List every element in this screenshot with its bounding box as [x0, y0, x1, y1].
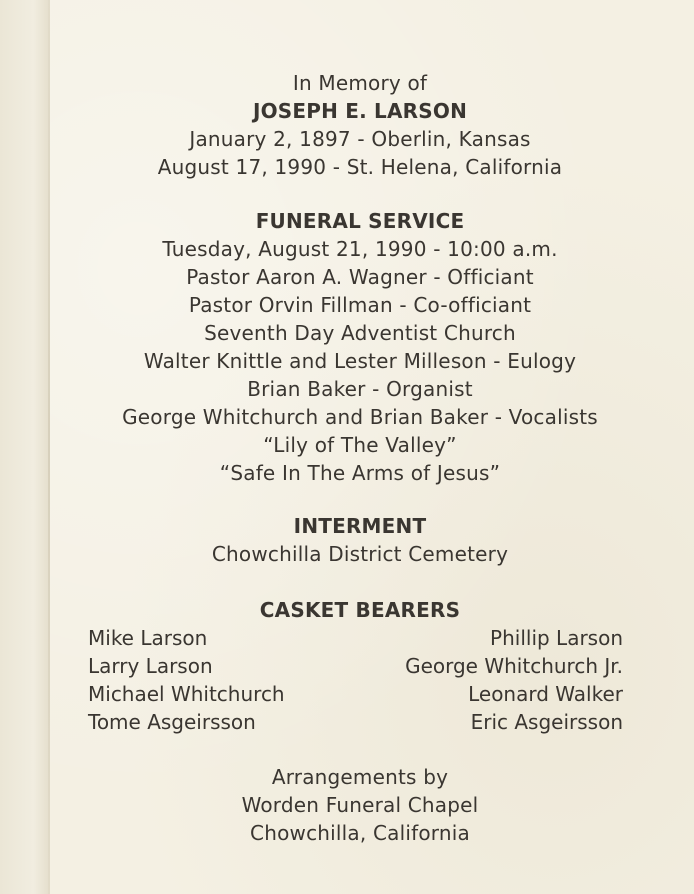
birth-line: January 2, 1897 - Oberlin, Kansas	[189, 127, 531, 151]
bearer-name: Tome Asgeirsson	[88, 710, 256, 734]
casket-bearers-heading: CASKET BEARERS	[259, 598, 461, 622]
memorial-section	[50, 69, 670, 181]
bearers-right-column	[405, 624, 623, 736]
bearer-name: Eric Asgeirsson	[470, 710, 623, 734]
hymn-line: “Safe In The Arms of Jesus”	[219, 461, 501, 485]
interment-location: Chowchilla District Cemetery	[211, 542, 509, 566]
card-left-edge	[0, 0, 48, 894]
arrangements-section	[50, 763, 670, 847]
death-line: August 17, 1990 - St. Helena, California	[157, 155, 563, 179]
memorial-intro: In Memory of	[292, 71, 428, 95]
bearer-name: George Whitchurch Jr.	[405, 654, 623, 678]
eulogy-line: Walter Knittle and Lester Milleson - Eulogy	[143, 349, 577, 373]
deceased-name: JOSEPH E. LARSON	[252, 99, 468, 123]
vocalists-line: George Whitchurch and Brian Baker - Vocalists	[122, 405, 598, 429]
bearers-left-column	[88, 624, 285, 736]
funeral-service-section	[50, 207, 670, 487]
bearer-name: Leonard Walker	[468, 682, 623, 706]
organist-line: Brian Baker - Organist	[247, 377, 473, 401]
hymn-line: “Lily of The Valley”	[263, 433, 457, 457]
arrangements-intro: Arrangements by	[271, 765, 449, 789]
co-officiant-line: Pastor Orvin Fillman - Co-officiant	[188, 293, 532, 317]
service-date-line: Tuesday, August 21, 1990 - 10:00 a.m.	[162, 237, 558, 261]
bearer-name: Mike Larson	[88, 626, 208, 650]
bearer-name: Phillip Larson	[490, 626, 623, 650]
casket-bearers-section	[50, 596, 670, 624]
interment-heading: INTERMENT	[293, 514, 427, 538]
funeral-service-heading: FUNERAL SERVICE	[255, 209, 465, 233]
bearer-name: Michael Whitchurch	[88, 682, 285, 706]
funeral-home-name: Worden Funeral Chapel	[241, 793, 479, 817]
interment-section	[50, 512, 670, 568]
funeral-home-location: Chowchilla, California	[250, 821, 470, 845]
church-line: Seventh Day Adventist Church	[204, 321, 516, 345]
officiant-line: Pastor Aaron A. Wagner - Officiant	[186, 265, 534, 289]
bearer-name: Larry Larson	[88, 654, 213, 678]
